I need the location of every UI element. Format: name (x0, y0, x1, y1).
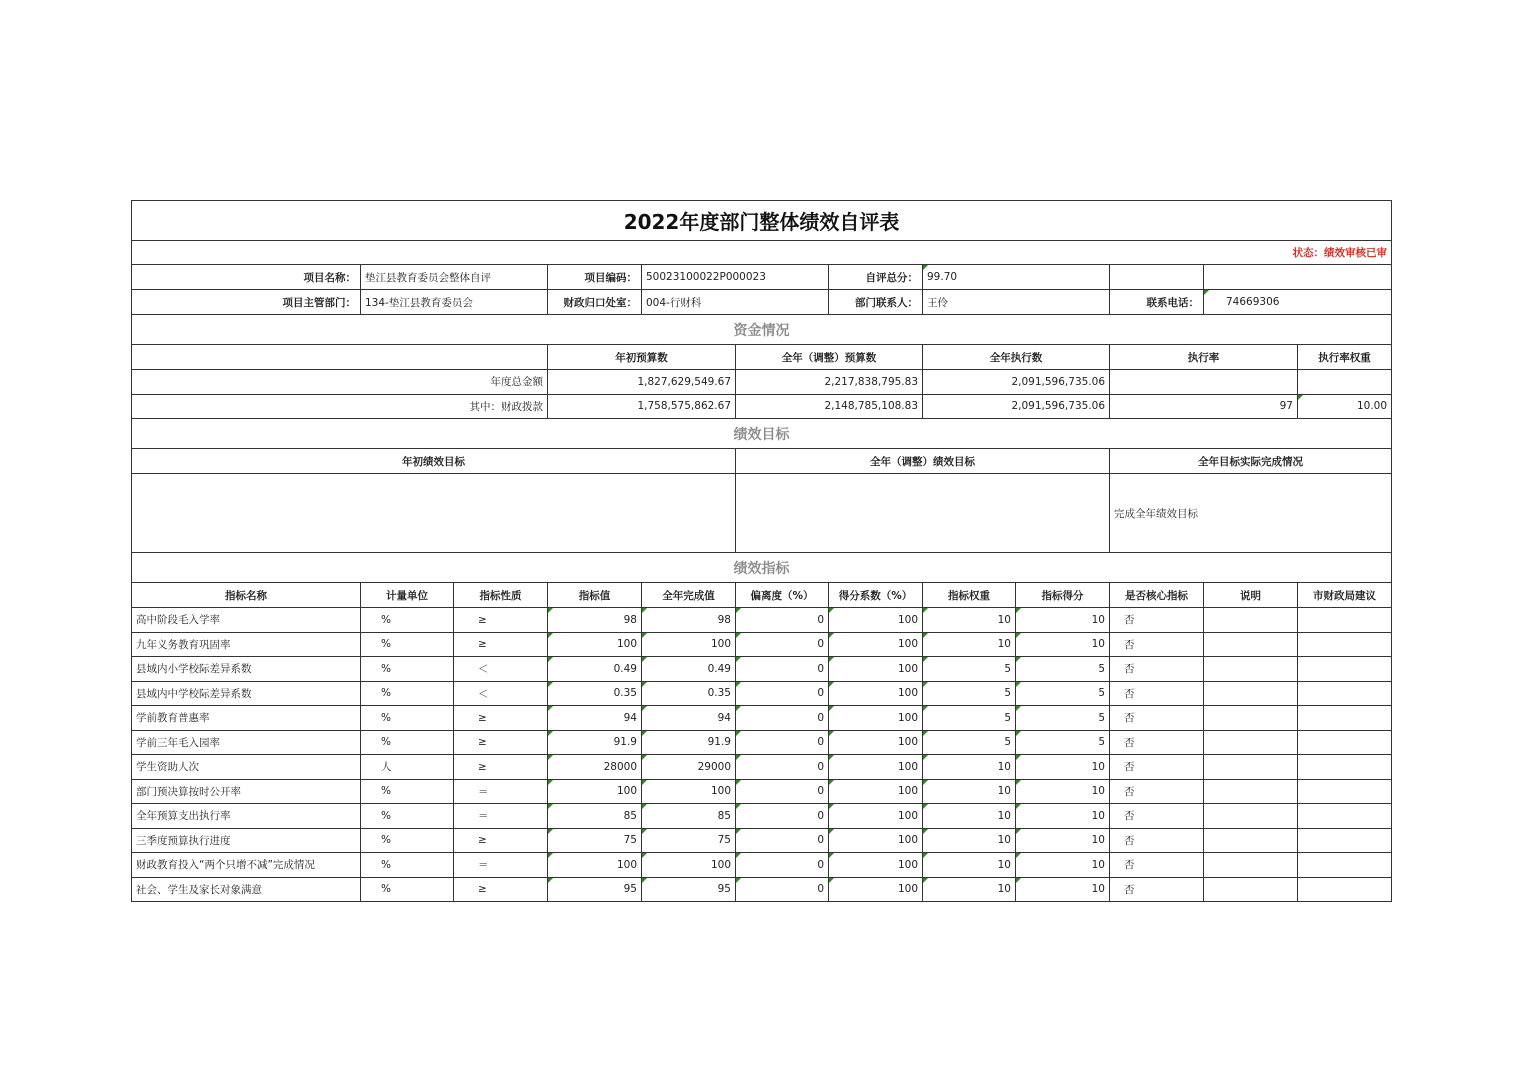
indicator-deviation-cell[interactable]: 0 (736, 804, 829, 829)
indicators-section-title: 绩效指标 (132, 553, 1392, 583)
indicator-score-cell[interactable]: 10 (1016, 779, 1110, 804)
status-badge: 状态：绩效审核已审 (132, 241, 1392, 265)
indicator-coef-cell[interactable]: 100 (829, 828, 923, 853)
indicator-note-cell[interactable] (1204, 853, 1298, 878)
indicator-weight-cell[interactable]: 10 (923, 779, 1016, 804)
contact-label: 部门联系人： (829, 290, 923, 315)
indicator-advice-cell[interactable] (1298, 877, 1392, 902)
indicator-advice-cell[interactable] (1298, 681, 1392, 706)
indicator-actual-cell[interactable]: 94 (642, 706, 736, 731)
indicator-note-cell[interactable] (1204, 657, 1298, 682)
funds-header-weight: 执行率权重 (1298, 345, 1392, 370)
funds-adjusted-value[interactable]: 2,217,838,795.83 (736, 370, 923, 395)
indicator-actual-cell[interactable]: 100 (642, 632, 736, 657)
indicator-header-actual: 全年完成值 (642, 583, 736, 608)
dept-value[interactable]: 134-垫江县教育委员会 (361, 290, 548, 315)
self-score-value[interactable]: 99.70 (923, 265, 1110, 290)
indicator-unit-cell: % (361, 730, 454, 755)
table-row (132, 706, 1392, 731)
indicator-name-cell: 三季度预算执行进度 (132, 828, 361, 853)
indicator-deviation-cell[interactable]: 0 (736, 877, 829, 902)
goals-initial-text[interactable] (132, 474, 736, 553)
indicator-name-cell: 社会、学生及家长对象满意 (132, 877, 361, 902)
indicator-header-advice: 市财政局建议 (1298, 583, 1392, 608)
finance-office-label: 财政归口处室： (548, 290, 642, 315)
indicator-note-cell[interactable] (1204, 828, 1298, 853)
indicator-core-cell[interactable]: 否 (1110, 755, 1204, 780)
indicator-header-coef: 得分系数（%） (829, 583, 923, 608)
indicator-core-cell[interactable]: 否 (1110, 804, 1204, 829)
funds-header-rate: 执行率 (1110, 345, 1298, 370)
goals-header-actual: 全年目标实际完成情况 (1110, 449, 1392, 474)
indicator-name-cell: 高中阶段毛入学率 (132, 608, 361, 633)
indicator-actual-cell[interactable]: 0.49 (642, 657, 736, 682)
indicator-deviation-cell[interactable]: 0 (736, 681, 829, 706)
indicator-advice-cell[interactable] (1298, 828, 1392, 853)
indicator-target-cell[interactable]: 100 (548, 779, 642, 804)
self-score-label: 自评总分： (829, 265, 923, 290)
table-row (132, 877, 1392, 902)
indicator-unit-cell: % (361, 877, 454, 902)
indicator-name-cell: 九年义务教育巩固率 (132, 632, 361, 657)
indicator-weight-cell[interactable]: 10 (923, 877, 1016, 902)
indicator-target-cell[interactable]: 100 (548, 632, 642, 657)
indicator-name-cell: 县域内小学校际差异系数 (132, 657, 361, 682)
goals-actual-text[interactable]: 完成全年绩效目标 (1110, 474, 1392, 553)
indicator-unit-cell: % (361, 632, 454, 657)
funds-weight-value[interactable] (1298, 370, 1392, 395)
indicator-coef-cell[interactable]: 100 (829, 877, 923, 902)
funds-initial-value[interactable]: 1,758,575,862.67 (548, 394, 736, 419)
page-title: 2022年度部门整体绩效自评表 (132, 201, 1392, 241)
indicator-target-cell[interactable]: 0.49 (548, 657, 642, 682)
funds-header-adjusted: 全年（调整）预算数 (736, 345, 923, 370)
indicator-target-cell[interactable]: 98 (548, 608, 642, 633)
indicator-score-cell[interactable]: 10 (1016, 877, 1110, 902)
indicator-nature-cell: ≥ (454, 755, 548, 780)
indicator-advice-cell[interactable] (1298, 853, 1392, 878)
funds-weight-value[interactable]: 10.00 (1298, 394, 1392, 419)
table-row (132, 828, 1392, 853)
indicator-core-cell[interactable]: 否 (1110, 681, 1204, 706)
goals-section-title: 绩效目标 (132, 419, 1392, 449)
indicator-header-score: 指标得分 (1016, 583, 1110, 608)
indicator-deviation-cell[interactable]: 0 (736, 706, 829, 731)
indicator-name-cell: 全年预算支出执行率 (132, 804, 361, 829)
indicator-deviation-cell[interactable]: 0 (736, 828, 829, 853)
indicator-unit-cell: % (361, 853, 454, 878)
indicator-target-cell[interactable]: 100 (548, 853, 642, 878)
indicator-coef-cell[interactable]: 100 (829, 853, 923, 878)
indicator-name-cell: 县域内中学校际差异系数 (132, 681, 361, 706)
project-code-label: 项目编码： (548, 265, 642, 290)
indicator-score-cell[interactable]: 5 (1016, 657, 1110, 682)
indicator-coef-cell[interactable]: 100 (829, 706, 923, 731)
goals-adjusted-text[interactable] (736, 474, 1110, 553)
indicator-core-cell[interactable]: 否 (1110, 779, 1204, 804)
empty-cell (1204, 265, 1392, 290)
indicator-core-cell[interactable]: 否 (1110, 632, 1204, 657)
indicator-target-cell[interactable]: 0.35 (548, 681, 642, 706)
indicator-name-cell: 学前教育普惠率 (132, 706, 361, 731)
funds-row-label: 其中：财政拨款 (132, 394, 548, 419)
table-row (132, 657, 1392, 682)
indicator-coef-cell[interactable]: 100 (829, 804, 923, 829)
indicator-unit-cell: % (361, 681, 454, 706)
indicator-target-cell[interactable]: 91.9 (548, 730, 642, 755)
indicator-core-cell[interactable]: 否 (1110, 730, 1204, 755)
indicator-coef-cell[interactable]: 100 (829, 681, 923, 706)
indicator-score-cell[interactable]: 10 (1016, 632, 1110, 657)
indicator-nature-cell: ＝ (454, 853, 548, 878)
funds-initial-value[interactable]: 1,827,629,549.67 (548, 370, 736, 395)
project-code-value[interactable]: 50023100022P000023 (642, 265, 829, 290)
indicator-header-deviation: 偏离度（%） (736, 583, 829, 608)
indicator-coef-cell[interactable]: 100 (829, 755, 923, 780)
indicator-weight-cell[interactable]: 5 (923, 730, 1016, 755)
evaluation-table (131, 200, 1392, 902)
indicator-score-cell[interactable]: 5 (1016, 681, 1110, 706)
indicator-deviation-cell[interactable]: 0 (736, 657, 829, 682)
indicator-unit-cell: % (361, 657, 454, 682)
indicator-advice-cell[interactable] (1298, 755, 1392, 780)
phone-value[interactable]: 74669306 (1204, 290, 1392, 315)
indicator-unit-cell: % (361, 828, 454, 853)
funds-row-label: 年度总金额 (132, 370, 548, 395)
funds-header-initial: 年初预算数 (548, 345, 736, 370)
indicator-deviation-cell[interactable]: 0 (736, 779, 829, 804)
indicator-note-cell[interactable] (1204, 681, 1298, 706)
indicator-note-cell[interactable] (1204, 877, 1298, 902)
indicator-name-cell: 财政教育投入“两个只增不减”完成情况 (132, 853, 361, 878)
indicator-nature-cell: ≥ (454, 706, 548, 731)
indicator-core-cell[interactable]: 否 (1110, 608, 1204, 633)
indicator-note-cell[interactable] (1204, 755, 1298, 780)
finance-office-value[interactable]: 004-行财科 (642, 290, 829, 315)
indicator-core-cell[interactable]: 否 (1110, 706, 1204, 731)
indicator-nature-cell: ≥ (454, 877, 548, 902)
project-name-value[interactable]: 垫江县教育委员会整体自评 (361, 265, 548, 290)
indicator-advice-cell[interactable] (1298, 779, 1392, 804)
indicator-header-nature: 指标性质 (454, 583, 548, 608)
indicator-note-cell[interactable] (1204, 730, 1298, 755)
indicator-nature-cell: ＝ (454, 804, 548, 829)
indicator-coef-cell[interactable]: 100 (829, 730, 923, 755)
indicator-advice-cell[interactable] (1298, 632, 1392, 657)
table-row (132, 681, 1392, 706)
indicator-deviation-cell[interactable]: 0 (736, 730, 829, 755)
indicator-advice-cell[interactable] (1298, 730, 1392, 755)
indicator-core-cell[interactable]: 否 (1110, 853, 1204, 878)
indicator-note-cell[interactable] (1204, 608, 1298, 633)
indicator-weight-cell[interactable]: 10 (923, 804, 1016, 829)
indicator-actual-cell[interactable]: 29000 (642, 755, 736, 780)
indicator-advice-cell[interactable] (1298, 706, 1392, 731)
indicator-score-cell[interactable]: 10 (1016, 804, 1110, 829)
indicator-unit-cell: % (361, 779, 454, 804)
indicator-target-cell[interactable]: 75 (548, 828, 642, 853)
funds-executed-value[interactable]: 2,091,596,735.06 (923, 370, 1110, 395)
indicator-unit-cell: % (361, 608, 454, 633)
indicator-header-core: 是否核心指标 (1110, 583, 1204, 608)
indicator-weight-cell[interactable]: 10 (923, 755, 1016, 780)
indicator-note-cell[interactable] (1204, 632, 1298, 657)
indicator-note-cell[interactable] (1204, 779, 1298, 804)
indicator-actual-cell[interactable]: 100 (642, 853, 736, 878)
table-row (132, 779, 1392, 804)
indicator-coef-cell[interactable]: 100 (829, 608, 923, 633)
indicator-target-cell[interactable]: 28000 (548, 755, 642, 780)
indicator-weight-cell[interactable]: 5 (923, 657, 1016, 682)
project-name-label: 项目名称： (132, 265, 361, 290)
indicator-target-cell[interactable]: 95 (548, 877, 642, 902)
indicator-deviation-cell[interactable]: 0 (736, 853, 829, 878)
indicator-nature-cell: ＜ (454, 657, 548, 682)
indicator-header-weight: 指标权重 (923, 583, 1016, 608)
indicator-score-cell[interactable]: 10 (1016, 853, 1110, 878)
empty-cell (1110, 265, 1204, 290)
funds-adjusted-value[interactable]: 2,148,785,108.83 (736, 394, 923, 419)
indicator-deviation-cell[interactable]: 0 (736, 632, 829, 657)
indicator-advice-cell[interactable] (1298, 657, 1392, 682)
goals-header-adjusted: 全年（调整）绩效目标 (736, 449, 1110, 474)
contact-value[interactable]: 王伶 (923, 290, 1110, 315)
indicator-header-note: 说明 (1204, 583, 1298, 608)
indicator-header-target: 指标值 (548, 583, 642, 608)
indicator-deviation-cell[interactable]: 0 (736, 608, 829, 633)
indicator-weight-cell[interactable]: 10 (923, 632, 1016, 657)
indicator-nature-cell: ≥ (454, 632, 548, 657)
empty-cell (132, 345, 548, 370)
indicator-actual-cell[interactable]: 85 (642, 804, 736, 829)
indicator-score-cell[interactable]: 10 (1016, 828, 1110, 853)
funds-rate-value[interactable]: 97 (1110, 394, 1298, 419)
table-row (132, 632, 1392, 657)
indicator-coef-cell[interactable]: 100 (829, 632, 923, 657)
indicator-target-cell[interactable]: 85 (548, 804, 642, 829)
indicator-nature-cell: ≥ (454, 608, 548, 633)
indicator-target-cell[interactable]: 94 (548, 706, 642, 731)
indicator-actual-cell[interactable]: 75 (642, 828, 736, 853)
table-row (132, 804, 1392, 829)
indicator-advice-cell[interactable] (1298, 608, 1392, 633)
indicator-coef-cell[interactable]: 100 (829, 657, 923, 682)
indicator-core-cell[interactable]: 否 (1110, 657, 1204, 682)
indicator-unit-cell: % (361, 804, 454, 829)
indicator-score-cell[interactable]: 10 (1016, 608, 1110, 633)
evaluation-sheet (131, 200, 1391, 902)
indicator-weight-cell[interactable]: 5 (923, 681, 1016, 706)
indicator-nature-cell: ≥ (454, 828, 548, 853)
indicator-name-cell: 部门预决算按时公开率 (132, 779, 361, 804)
table-row (132, 755, 1392, 780)
indicator-name-cell: 学前三年毛入园率 (132, 730, 361, 755)
indicator-nature-cell: ＜ (454, 681, 548, 706)
indicator-actual-cell[interactable]: 100 (642, 779, 736, 804)
indicator-score-cell[interactable]: 5 (1016, 706, 1110, 731)
funds-executed-value[interactable]: 2,091,596,735.06 (923, 394, 1110, 419)
indicator-unit-cell: % (361, 706, 454, 731)
indicator-coef-cell[interactable]: 100 (829, 779, 923, 804)
indicator-weight-cell[interactable]: 10 (923, 608, 1016, 633)
indicator-note-cell[interactable] (1204, 804, 1298, 829)
indicator-actual-cell[interactable]: 91.9 (642, 730, 736, 755)
indicator-actual-cell[interactable]: 95 (642, 877, 736, 902)
indicator-core-cell[interactable]: 否 (1110, 877, 1204, 902)
indicator-weight-cell[interactable]: 5 (923, 706, 1016, 731)
indicator-name-cell: 学生资助人次 (132, 755, 361, 780)
indicator-header-unit: 计量单位 (361, 583, 454, 608)
indicator-advice-cell[interactable] (1298, 804, 1392, 829)
funds-header-executed: 全年执行数 (923, 345, 1110, 370)
goals-header-initial: 年初绩效目标 (132, 449, 736, 474)
indicator-nature-cell: ≥ (454, 730, 548, 755)
indicator-score-cell[interactable]: 10 (1016, 755, 1110, 780)
indicator-actual-cell[interactable]: 98 (642, 608, 736, 633)
indicator-nature-cell: ＝ (454, 779, 548, 804)
indicator-core-cell[interactable]: 否 (1110, 828, 1204, 853)
indicator-weight-cell[interactable]: 10 (923, 853, 1016, 878)
indicator-weight-cell[interactable]: 10 (923, 828, 1016, 853)
table-row (132, 853, 1392, 878)
indicator-note-cell[interactable] (1204, 706, 1298, 731)
indicator-unit-cell: 人 (361, 755, 454, 780)
indicator-deviation-cell[interactable]: 0 (736, 755, 829, 780)
indicator-score-cell[interactable]: 5 (1016, 730, 1110, 755)
indicator-header-name: 指标名称 (132, 583, 361, 608)
funds-section-title: 资金情况 (132, 315, 1392, 345)
indicator-actual-cell[interactable]: 0.35 (642, 681, 736, 706)
table-row (132, 608, 1392, 633)
funds-rate-value[interactable] (1110, 370, 1298, 395)
dept-label: 项目主管部门： (132, 290, 361, 315)
table-row (132, 730, 1392, 755)
phone-label: 联系电话： (1110, 290, 1204, 315)
